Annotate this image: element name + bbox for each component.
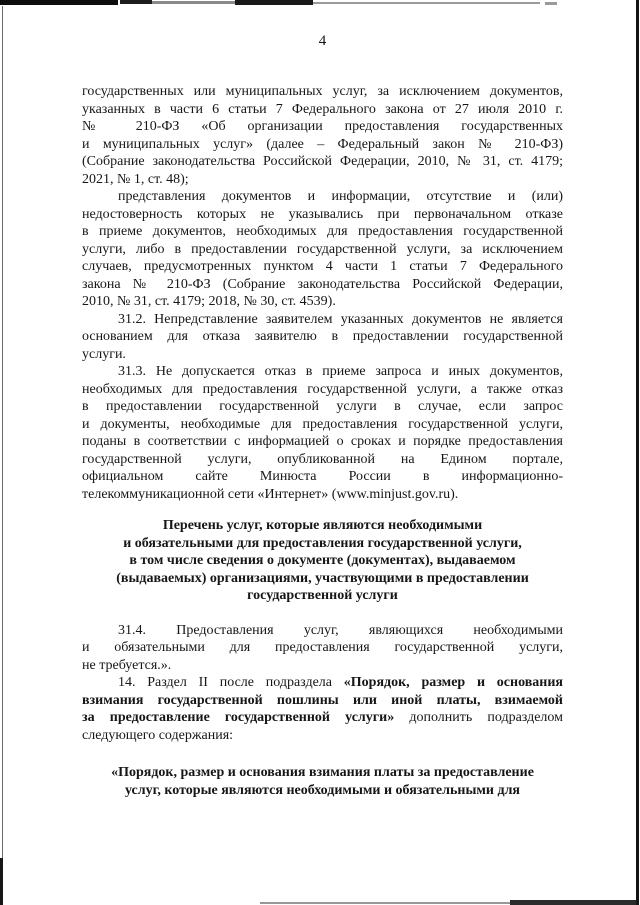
text-segment: № 210-ФЗ «Об организации предоставления государственных xyxy=(82,119,563,134)
document-body xyxy=(82,83,563,799)
text-line xyxy=(82,468,563,486)
bold-text-segment: государственной услуги xyxy=(247,588,398,603)
scan-edge-right-line xyxy=(636,0,639,905)
text-line xyxy=(82,622,563,640)
bold-text-segment: и обязательными для предоставления государственной услуги, xyxy=(123,535,522,551)
text-segment: случаев, предусмотренных пунктом 4 части 1 статьи 7 Федерального xyxy=(82,259,563,274)
text-line xyxy=(82,451,563,469)
text-segment: поданы в соответствии с информацией о сроках и порядке предоставления xyxy=(82,434,563,449)
bold-text-segment: взимания государственной пошлины или иной платы, взимаемой xyxy=(82,692,563,708)
text-segment: 14. Раздел II после подраздела xyxy=(118,675,344,690)
paragraph-documents-info xyxy=(82,188,563,311)
text-line xyxy=(82,657,563,675)
text-line xyxy=(82,674,563,692)
text-segment: 2010, № 31, ст. 4179; 2018, № 30, ст. 4539). xyxy=(82,294,336,309)
paragraph-law-210fz xyxy=(82,83,563,188)
text-line xyxy=(82,188,563,206)
text-line xyxy=(82,346,563,364)
text-segment: необходимых для предоставления государственной услуги, а также отказ xyxy=(82,381,563,397)
text-segment: в приеме документов, необходимых для предоставления государственной xyxy=(82,224,563,239)
text-segment: и документы, необходимые для предоставления государственной услуги, xyxy=(82,416,563,432)
text-line xyxy=(82,241,563,259)
text-line xyxy=(82,258,563,276)
text-line xyxy=(82,416,563,434)
text-segment: указанных в части 6 статьи 7 Федерального закона от 27 июля 2010 г. xyxy=(82,101,563,117)
text-line xyxy=(82,311,563,329)
text-line xyxy=(82,570,563,588)
text-segment: (Собрание законодательства Российской Федерации, 2010, № 31, ст. 4179; xyxy=(82,154,563,169)
bold-text-segment: услуг, которые являются необходимыми и обязательными для xyxy=(124,782,520,798)
text-line xyxy=(82,293,563,311)
text-line xyxy=(82,764,563,782)
text-line xyxy=(82,118,563,136)
paragraph-31-4 xyxy=(82,622,563,675)
text-line xyxy=(82,276,563,294)
text-segment: 31.3. Не допускается отказ в приеме запроса и иных документов, xyxy=(118,364,563,379)
bold-text-segment: за предоставление государственной услуги» xyxy=(82,710,395,725)
bold-text-segment: в том числе сведения о документе (документах), выдаваемом xyxy=(129,553,516,568)
text-segment: закона № 210-ФЗ (Собрание законодательства Российской Федерации, xyxy=(82,276,563,292)
text-line xyxy=(82,328,563,346)
text-segment: не требуется.». xyxy=(82,657,172,673)
text-segment: государственной услуги, опубликованной на Едином портале, xyxy=(82,451,563,467)
text-segment: 2021, № 1, ст. 48); xyxy=(82,171,189,187)
text-line xyxy=(82,398,563,416)
text-segment: государственных или муниципальных услуг, за исключением документов, xyxy=(82,84,563,99)
text-segment: услуги. xyxy=(82,346,126,362)
text-line xyxy=(82,692,563,710)
paragraph-31-3 xyxy=(82,363,563,503)
scan-edge-bottom-segment xyxy=(510,900,636,905)
text-segment: дополнить подразделом xyxy=(394,710,563,725)
heading-poryadok-razmer xyxy=(82,764,563,799)
text-line xyxy=(82,153,563,171)
text-line xyxy=(82,223,563,241)
text-segment: официальном сайте Минюста России в информационно- xyxy=(82,469,563,484)
text-segment: телекоммуникационной сети «Интернет» (www.minjust.gov.ru). xyxy=(82,486,459,502)
text-line xyxy=(82,552,563,570)
text-segment: в предоставлении государственной услуги в случае, если запрос xyxy=(82,399,563,414)
text-segment: представления документов и информации, отсутствие и (или) xyxy=(118,189,563,204)
text-line xyxy=(82,171,563,189)
text-segment: 31.2. Непредставление заявителем указанных документов не является xyxy=(118,311,563,327)
text-line xyxy=(82,206,563,224)
text-line xyxy=(82,727,563,745)
text-line xyxy=(82,101,563,119)
text-line xyxy=(82,381,563,399)
text-segment: недостоверность которых не указывались при первоначальном отказе xyxy=(82,206,563,222)
text-line xyxy=(82,782,563,800)
bold-text-segment: Перечень услуг, которые являются необходимыми xyxy=(162,518,483,533)
heading-perechen-uslug xyxy=(82,517,563,605)
text-segment: и обязательными для предоставления государственной услуги, xyxy=(82,640,563,655)
bold-text-segment: «Порядок, размер и основания xyxy=(343,675,563,690)
text-line xyxy=(82,517,563,535)
page-number: 4 xyxy=(318,33,327,49)
text-segment: услуги, либо в предоставлении государственной услуги, за исключением xyxy=(82,241,563,257)
bold-text-segment: «Порядок, размер и основания взимания платы за предоставление xyxy=(111,765,534,780)
paragraph-14-razdel-2 xyxy=(82,674,563,744)
text-line xyxy=(82,709,563,727)
text-line xyxy=(82,535,563,553)
text-line xyxy=(82,433,563,451)
text-line xyxy=(82,83,563,101)
text-segment: и муниципальных услуг» (далее – Федеральный закон № 210-ФЗ) xyxy=(82,136,563,152)
scan-edge-left-line xyxy=(2,6,3,858)
text-segment: 31.4. Предоставления услуг, являющихся необходимыми xyxy=(118,622,563,638)
scan-edge-left-line xyxy=(0,858,3,905)
scan-edge-bottom-segment xyxy=(260,902,510,905)
text-line xyxy=(82,363,563,381)
text-line xyxy=(82,486,563,504)
text-line xyxy=(82,587,563,605)
text-segment: основанием для отказа заявителю в предоставлении государственной xyxy=(82,329,563,344)
text-segment: следующего содержания: xyxy=(82,727,234,743)
text-line xyxy=(82,639,563,657)
text-column xyxy=(82,0,563,799)
bold-text-segment: (выдаваемых) организациями, участвующими в предоставлении xyxy=(116,570,529,586)
paragraph-31-2 xyxy=(82,311,563,364)
text-line xyxy=(82,136,563,154)
